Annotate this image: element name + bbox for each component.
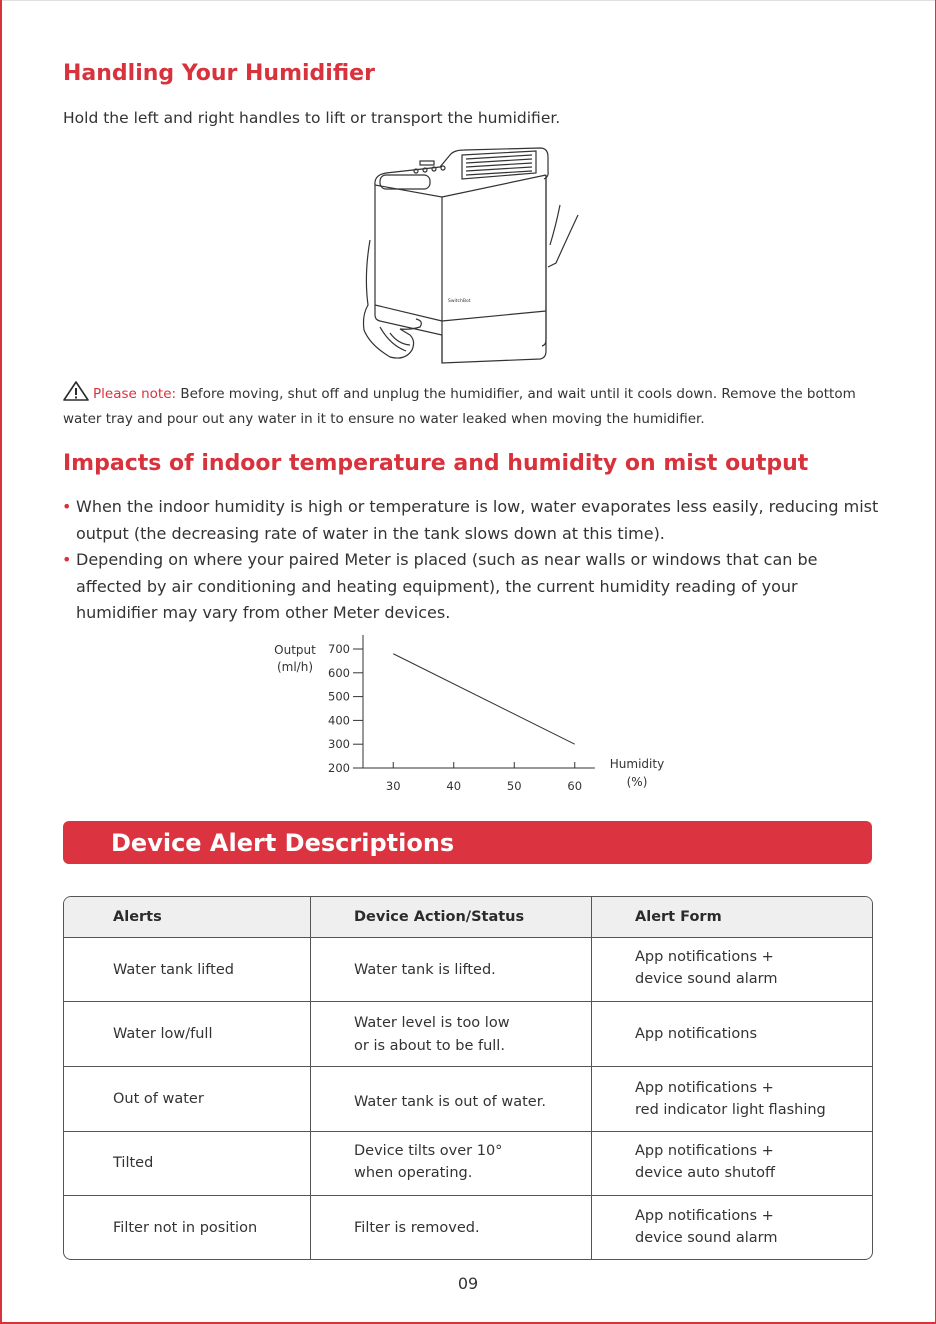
table-row-form: device sound alarm: [635, 1230, 778, 1246]
table-row-alert: Water low/full: [113, 1026, 213, 1042]
x-tick-label: 40: [446, 779, 462, 793]
x-tick-label: 30: [385, 779, 401, 793]
list-item: • Depending on where your paired Meter is placed (such as near walls or windows that can be affected by air conditioning and heating equipment), the current humidity reading of your humidifier may vary from other Meter devices.: [62, 550, 818, 622]
table-row-action: when operating.: [354, 1165, 473, 1181]
y-tick-label: 300: [328, 737, 350, 752]
banner-title: Device Alert Descriptions: [111, 829, 455, 857]
section-title-impacts: Impacts of indoor temperature and humidity on mist output: [63, 451, 809, 476]
warning-icon: [63, 381, 89, 408]
header-alerts: Alerts: [113, 909, 162, 925]
bullet-text: When the indoor humidity is high or temperature is low, water evaporates less easily, reducing mist output (the decreasing rate of water in the tank slows down at this time).: [76, 497, 879, 543]
x-axis-label: Humidity: [609, 757, 665, 771]
series-line: [393, 654, 575, 744]
please-note-text: Before moving, shut off and unplug the humidifier, and wait until it cools down. Remove the bottom water tray and pour out any water in it to ensure no water leaked when moving the humidifier.: [63, 386, 856, 427]
handling-instruction: Hold the left and right handles to lift or transport the humidifier.: [63, 109, 561, 127]
header-alert-form: Alert Form: [635, 909, 722, 925]
table-row-form: device sound alarm: [635, 971, 778, 987]
row-divider: [64, 1066, 872, 1067]
please-note: [63, 381, 875, 430]
table-row-form: App notifications +: [635, 1080, 774, 1096]
table-row-action: Water level is too low: [354, 1015, 510, 1031]
list-item: • When the indoor humidity is high or temperature is low, water evaporates less easily, reducing mist output (the decreasing rate of water in the tank slows down at this time).: [62, 497, 879, 543]
row-divider: [64, 1001, 872, 1002]
table-row-form: App notifications +: [635, 949, 774, 965]
bullet-text: Depending on where your paired Meter is placed (such as near walls or windows that can be affected by air conditioning and heating equipment), the current humidity reading of your humidifier may vary from other Meter devices.: [76, 550, 818, 622]
y-tick-label: 400: [328, 713, 350, 728]
page-frame-left: [0, 0, 2, 1324]
table-row-alert: Tilted: [113, 1155, 154, 1171]
brand-label: SwitchBot: [448, 299, 471, 304]
x-axis-label: (%): [626, 775, 648, 789]
row-divider: [64, 1131, 872, 1132]
column-divider: [591, 897, 592, 1259]
page-number: 09: [457, 1274, 479, 1293]
column-divider: [310, 897, 311, 1259]
y-axis-label: (ml/h): [276, 660, 314, 674]
table-row-form: red indicator light flashing: [635, 1102, 826, 1118]
table-row-action: Device tilts over 10°: [354, 1143, 503, 1159]
table-row-form: App notifications +: [635, 1208, 774, 1224]
x-tick-label: 50: [506, 779, 522, 793]
table-row-action: Water tank is out of water.: [354, 1094, 546, 1110]
table-row-action: Water tank is lifted.: [354, 962, 496, 978]
table-row-form: App notifications +: [635, 1143, 774, 1159]
table-row-action: or is about to be full.: [354, 1038, 505, 1054]
page-frame-top: [0, 0, 936, 1]
table-row-action: Filter is removed.: [354, 1220, 480, 1236]
y-tick-label: 500: [328, 689, 350, 704]
impacts-bullet-list: [62, 494, 882, 627]
please-note-label: Please note:: [93, 386, 177, 402]
table-row-form: App notifications: [635, 1026, 758, 1042]
y-tick-label: 600: [328, 665, 350, 680]
x-tick-label: 60: [567, 779, 583, 793]
table-row-alert: Out of water: [113, 1091, 204, 1107]
y-tick-label: 200: [328, 761, 350, 775]
device-alerts-banner: [63, 821, 872, 864]
row-divider: [64, 1195, 872, 1196]
header-device-action: Device Action/Status: [354, 909, 525, 925]
table-row-form: device auto shutoff: [635, 1165, 775, 1181]
section-title-handling: Handling Your Humidifier: [63, 61, 375, 86]
y-tick-label: 700: [328, 642, 350, 656]
humidifier-illustration: [350, 145, 590, 370]
alerts-table: [63, 896, 873, 1260]
y-axis-label: Output: [274, 643, 316, 657]
table-row-alert: Filter not in position: [113, 1220, 258, 1236]
table-row-alert: Water tank lifted: [113, 962, 234, 978]
mist-output-chart: [250, 630, 690, 800]
